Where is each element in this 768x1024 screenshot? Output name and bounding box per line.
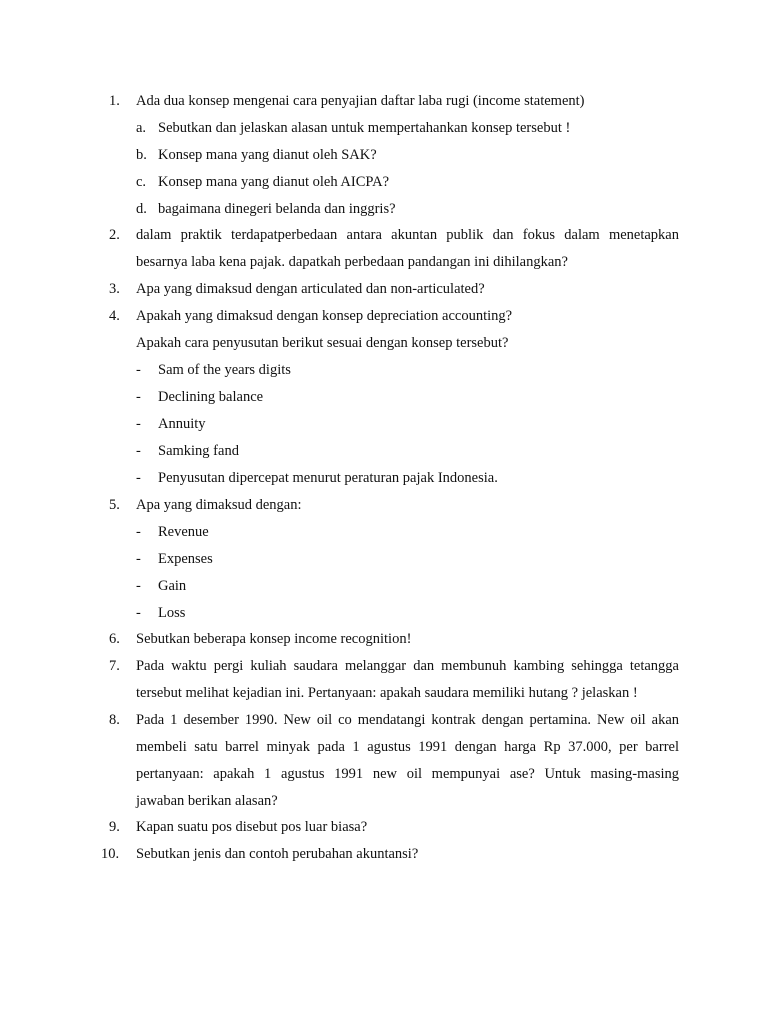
question-text: Apakah cara penyusutan berikut sesuai dengan konsep tersebut? (136, 335, 509, 351)
sub-item (136, 465, 676, 492)
sub-marker: - (136, 362, 141, 378)
question-text: Pada 1 desember 1990. New oil co mendatangi kontrak dengan pertamina. New oil akan (136, 712, 679, 728)
sub-marker: - (136, 578, 141, 594)
sub-item (136, 384, 676, 411)
question-text: tersebut melihat kejadian ini. Pertanyaan: apakah saudara memiliki hutang ? jelaskan ! (136, 685, 638, 701)
question-text: dalam praktik terdapatperbedaan antara akuntan publik dan fokus dalam menetapkan (136, 227, 679, 243)
question-text: Ada dua konsep mengenai cara penyajian daftar laba rugi (income statement) (136, 93, 585, 109)
sub-marker: - (136, 605, 141, 621)
sub-item (136, 169, 676, 196)
question-number: 9. (109, 819, 120, 835)
question-text: Apakah yang dimaksud dengan konsep depreciation accounting? (136, 308, 513, 324)
sub-marker: a. (136, 120, 147, 136)
sub-text: Gain (158, 578, 187, 594)
question-number: 8. (109, 712, 120, 728)
sub-item (136, 519, 676, 546)
question-text: Kapan suatu pos disebut pos luar biasa? (136, 819, 368, 835)
question-number: 10. (101, 846, 120, 862)
sub-item (136, 196, 676, 223)
sub-item (136, 573, 676, 600)
question-number: 4. (109, 308, 120, 324)
question-text: Apa yang dimaksud dengan: (136, 497, 302, 513)
sub-marker: c. (136, 174, 147, 190)
sub-item (136, 115, 676, 142)
question-number: 6. (109, 631, 120, 647)
sub-text: Sam of the years digits (158, 362, 291, 378)
sub-text: Penyusutan dipercepat menurut peraturan pajak Indonesia. (158, 470, 498, 486)
sub-text: Expenses (158, 551, 213, 567)
sub-marker: d. (136, 201, 147, 217)
sub-text: Konsep mana yang dianut oleh SAK? (158, 147, 377, 163)
question-number: 7. (109, 658, 120, 674)
sub-text: Loss (158, 605, 186, 621)
sub-text: Samking fand (158, 443, 239, 459)
question-text: membeli satu barrel minyak pada 1 agustus 1991 dengan harga Rp 37.000, per barrel (136, 739, 679, 755)
question-number: 3. (109, 281, 120, 297)
sub-item (136, 600, 676, 627)
question-text: Pada waktu pergi kuliah saudara melanggar dan membunuh kambing sehingga tetangga (136, 658, 679, 674)
question-text: Sebutkan jenis dan contoh perubahan akuntansi? (136, 846, 419, 862)
sub-marker: b. (136, 147, 147, 163)
sub-marker: - (136, 416, 141, 432)
question-text: jawaban berikan alasan? (136, 793, 278, 809)
question-number: 2. (109, 227, 120, 243)
question-number: 5. (109, 497, 120, 513)
sub-item (136, 357, 676, 384)
question-number: 1. (109, 93, 120, 109)
sub-text: Sebutkan dan jelaskan alasan untuk mempertahankan konsep tersebut ! (158, 120, 571, 136)
sub-text: Declining balance (158, 389, 264, 405)
sub-item (136, 438, 676, 465)
sub-text: Konsep mana yang dianut oleh AICPA? (158, 174, 390, 190)
question-text: Apa yang dimaksud dengan articulated dan non-articulated? (136, 281, 485, 297)
sub-marker: - (136, 443, 141, 459)
sub-marker: - (136, 551, 141, 567)
sub-text: Annuity (158, 416, 206, 432)
sub-text: bagaimana dinegeri belanda dan inggris? (158, 201, 396, 217)
sub-text: Revenue (158, 524, 209, 540)
sub-marker: - (136, 389, 141, 405)
sub-item (136, 142, 676, 169)
sub-item (136, 546, 676, 573)
question-text: besarnya laba kena pajak. dapatkah perbedaan pandangan ini dihilangkan? (136, 254, 568, 270)
sub-item (136, 411, 676, 438)
question-text: Sebutkan beberapa konsep income recognition! (136, 631, 412, 647)
question-text: pertanyaan: apakah 1 agustus 1991 new oil mempunyai ase? Untuk masing-masing (136, 766, 679, 782)
sub-marker: - (136, 524, 141, 540)
sub-marker: - (136, 470, 141, 486)
